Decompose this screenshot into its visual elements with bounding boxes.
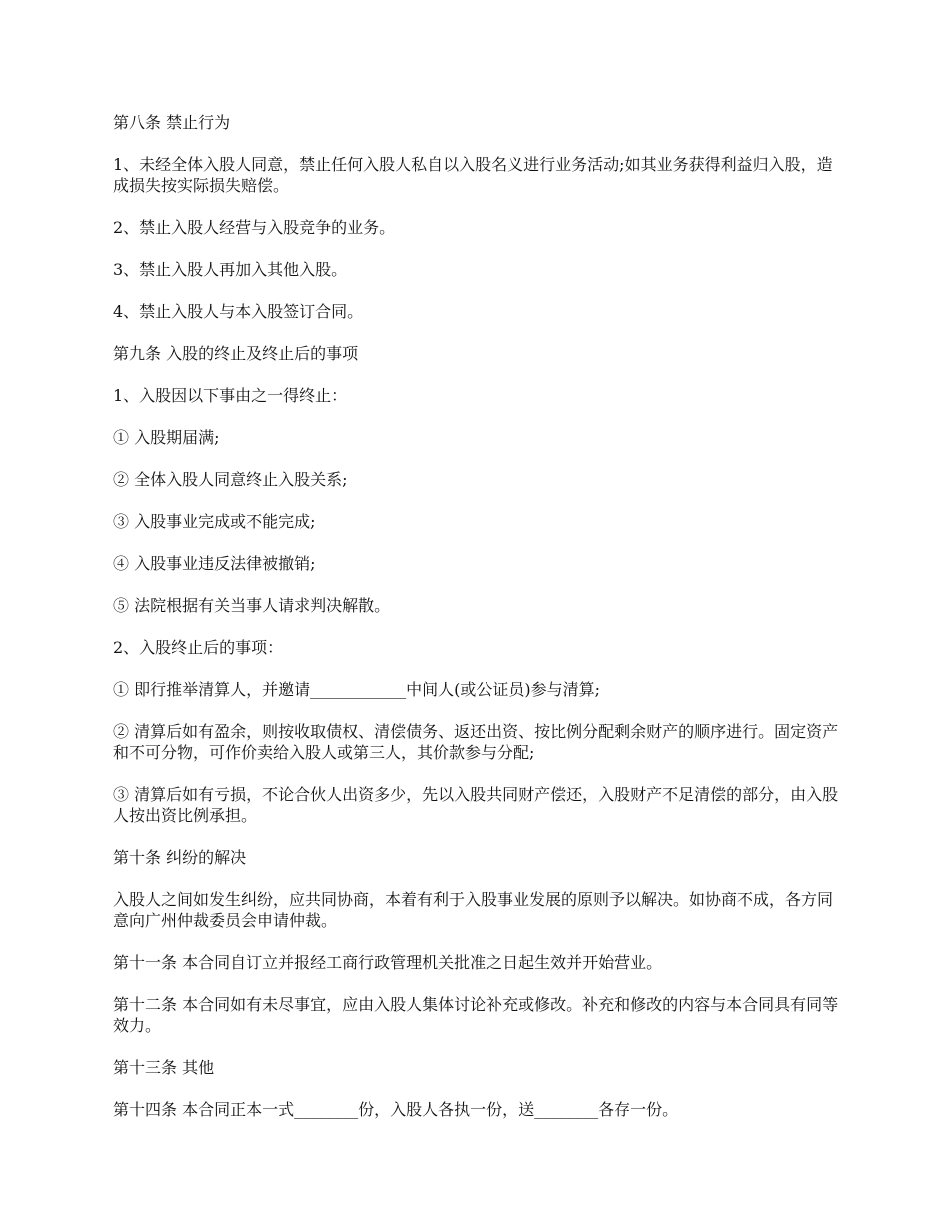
- article-8-item-1: 1、未经全体入股人同意，禁止任何入股人私自以入股名义进行业务活动;如其业务获得利益归入股，造成损失按实际损失赔偿。: [113, 155, 833, 195]
- article-9-subitem-4: ④ 入股事业违反法律被撤销;: [113, 554, 316, 573]
- article-9-subitem-3: ③ 入股事业完成或不能完成;: [113, 512, 316, 531]
- article-10-heading: 第十条 纠纷的解决: [113, 848, 247, 867]
- article-9-subitem-8: ③ 清算后如有亏损，不论合伙人出资多少，先以入股共同财产偿还，入股财产不足清偿的部分，由入股人按出资比例承担。: [113, 785, 839, 825]
- article-9-subitem-6: ① 即行推举清算人，并邀请____________中间人(或公证员)参与清算;: [113, 680, 600, 699]
- article-11-text: 第十一条 本合同自订立并报经工商行政管理机关批准之日起生效并开始营业。: [113, 953, 663, 972]
- article-10-text: 入股人之间如发生纠纷，应共同协商，本着有利于入股事业发展的原则予以解决。如协商不成，各方同意向广州仲裁委员会申请仲裁。: [113, 890, 834, 930]
- article-9-subitem-2: ② 全体入股人同意终止入股关系;: [113, 470, 348, 489]
- article-13-heading: 第十三条 其他: [113, 1058, 215, 1077]
- article-9-subitem-1: ① 入股期届满;: [113, 428, 220, 447]
- article-8-heading: 第八条 禁止行为: [113, 113, 231, 132]
- article-8-item-2: 2、禁止入股人经营与入股竞争的业务。: [113, 218, 396, 237]
- article-8-item-4: 4、禁止入股人与本入股签订合同。: [113, 302, 364, 321]
- article-8-item-3: 3、禁止入股人再加入其他入股。: [113, 260, 348, 279]
- article-14-text: 第十四条 本合同正本一式________份，入股人各执一份，送________各存一份。: [113, 1100, 679, 1119]
- document-page: [113, 112, 843, 1120]
- article-9-subitem-5: ⑤ 法院根据有关当事人请求判决解散。: [113, 596, 391, 615]
- article-9-item-1: 1、入股因以下事由之一得终止：: [113, 386, 348, 405]
- article-9-subitem-7: ② 清算后如有盈余，则按收取债权、清偿债务、返还出资、按比例分配剩余财产的顺序进行。固定资产和不可分物，可作价卖给入股人或第三人，其价款参与分配;: [113, 722, 839, 762]
- article-9-item-2: 2、入股终止后的事项：: [113, 638, 284, 657]
- article-12-text: 第十二条 本合同如有未尽事宜，应由入股人集体讨论补充或修改。补充和修改的内容与本合同具有同等效力。: [113, 995, 839, 1035]
- article-9-heading: 第九条 入股的终止及终止后的事项: [113, 344, 359, 363]
